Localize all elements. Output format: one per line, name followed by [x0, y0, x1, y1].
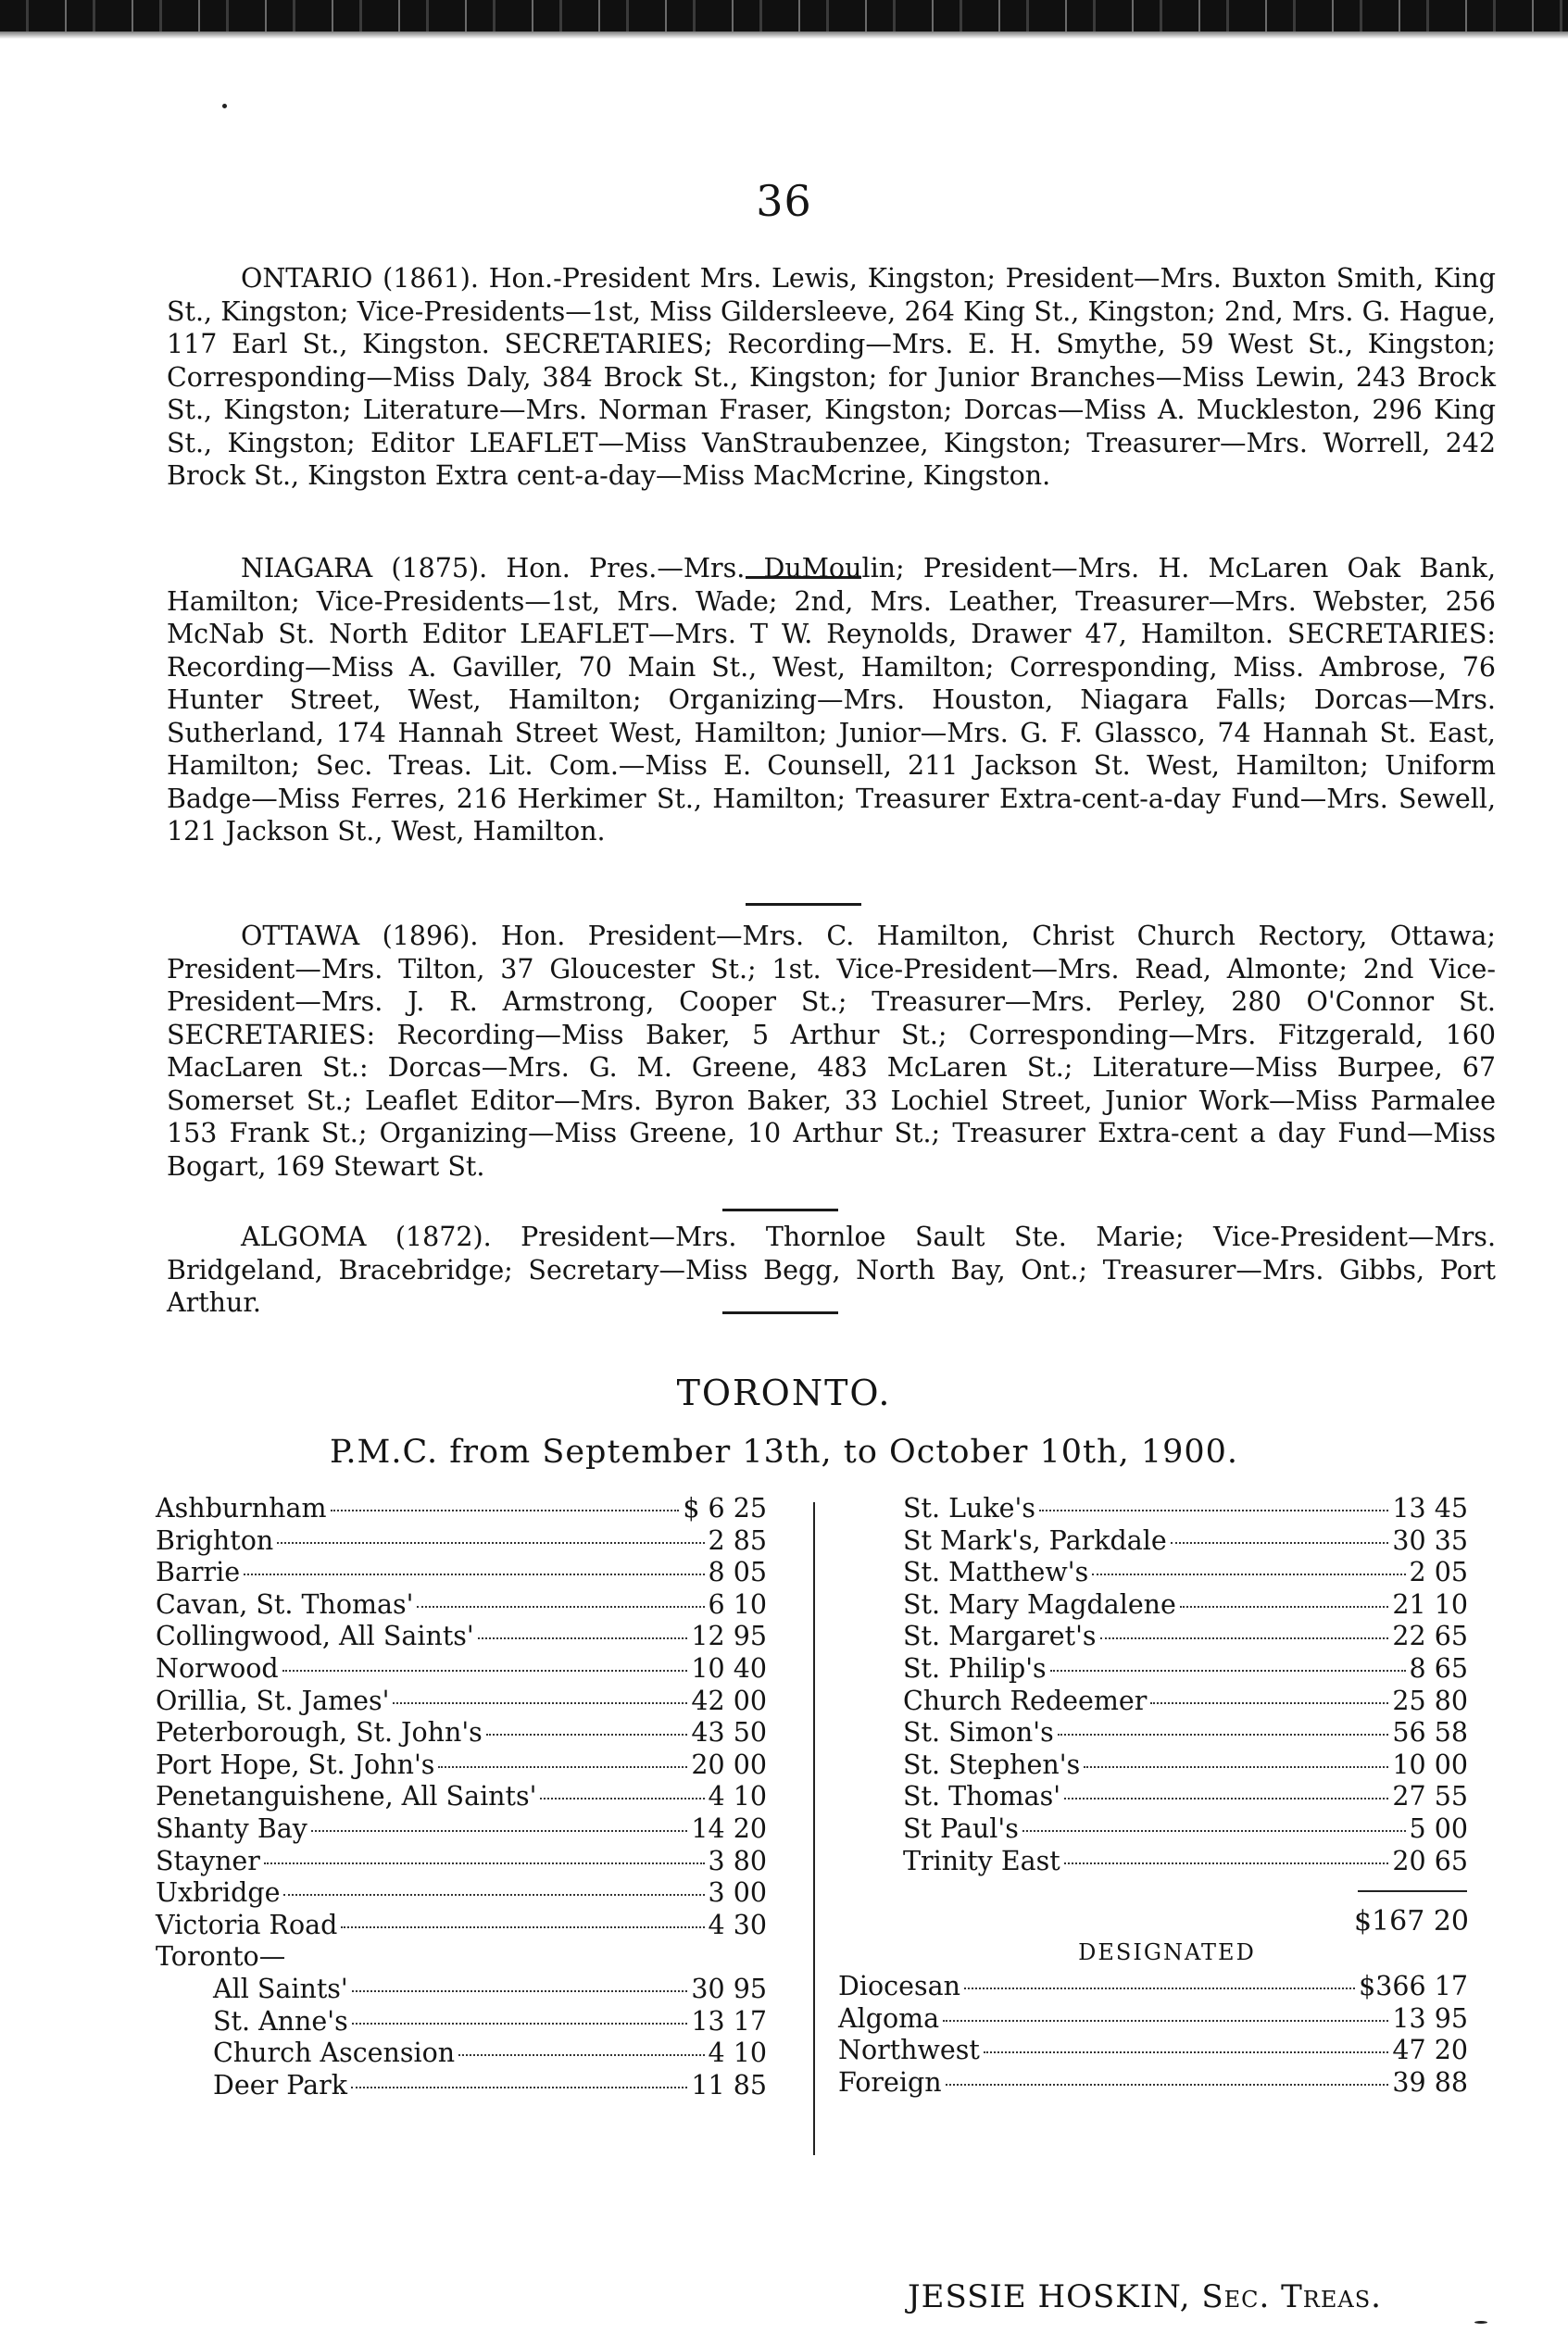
leader-dots [1180, 1606, 1388, 1608]
divider-rule [746, 903, 861, 906]
ledger-name: Uxbridge [156, 1877, 281, 1909]
toronto-heading: TORONTO. [676, 1373, 892, 1413]
ledger-name: Penetanguishene, All Saints' [156, 1781, 537, 1812]
ledger-amount: 27 55 [1392, 1781, 1468, 1812]
leader-dots [277, 1542, 704, 1544]
ledger-name: Peterborough, St. John's [156, 1717, 483, 1749]
ledger-row [838, 2067, 1468, 2100]
leader-dots [1050, 1670, 1406, 1672]
ledger-amount: 30 35 [1392, 1524, 1468, 1556]
ledger-amount: $366 17 [1359, 1971, 1468, 2001]
leader-dots [984, 2051, 1389, 2053]
ledger-name: Deer Park [213, 2069, 348, 2100]
ledger-amount: 11 85 [691, 2069, 767, 2100]
ledger-amount: 20 00 [691, 1749, 767, 1780]
ledger-row [903, 1621, 1468, 1653]
ledger-amount: 42 00 [691, 1685, 767, 1716]
ledger-row [156, 1910, 767, 1942]
ledger-row [903, 1846, 1468, 1878]
leader-dots [341, 1926, 704, 1928]
scan-edge-bar [0, 0, 1568, 31]
ledger-row [903, 1686, 1468, 1718]
ledger-row [156, 1686, 767, 1718]
ledger-row [903, 1557, 1468, 1589]
scan-speck [222, 104, 227, 108]
ledger-name: Foreign [838, 2066, 942, 2098]
ledger-name: Toronto— [156, 1941, 286, 1973]
designated-list [838, 1971, 1468, 2099]
page-number: 36 [756, 176, 812, 226]
leader-dots [244, 1574, 704, 1575]
leader-dots [458, 2054, 704, 2056]
toronto-subheading: P.M.C. from September 13th, to October 10th, 1900. [329, 1434, 1239, 1471]
ledger-amount: 13 45 [1392, 1493, 1468, 1524]
ledger-name: Norwood [156, 1652, 279, 1684]
ledger-name: St. Mary Magdalene [903, 1588, 1176, 1620]
leader-dots [478, 1637, 688, 1639]
leader-dots [331, 1510, 680, 1511]
ledger-row [156, 1525, 767, 1558]
ledger-name: St Paul's [903, 1812, 1019, 1844]
ledger-name: All Saints' [213, 1973, 348, 2004]
ledger-name: St Mark's, Parkdale [903, 1524, 1167, 1556]
ledger-name: Collingwood, All Saints' [156, 1621, 474, 1652]
leader-dots [1084, 1766, 1388, 1768]
ledger-name: Diocesan [838, 1971, 960, 2001]
leader-dots [283, 1894, 704, 1896]
ledger-row [156, 1781, 767, 1813]
ledger-amount: 2 85 [708, 1524, 767, 1556]
section-ontario [167, 262, 1496, 493]
ledger-row [156, 2070, 767, 2102]
ledger-amount: 30 95 [691, 1973, 767, 2004]
ledger-row [903, 1813, 1468, 1846]
ledger-row [156, 1653, 767, 1686]
section-text: NIAGARA (1875). Hon. Pres.—Mrs. DuMoulin; President—Mrs. H. McLaren Oak Bank, Hamilton; Vice-Presidents—1st, Mrs. Wade; 2nd, Mrs. Leather, Treasurer—Mrs. Webster, 256 McNab St. North Editor LEAFLET—Mrs. T W. Reynolds, Drawer 47, Hamilton. SECRETARIES: Recording—Miss A. Gaviller, 70 Main St., West, Hamilton; Corresponding, Miss. Ambrose, 76 Hunter Street, West, Hamilton; Organizing—Mrs. Houston, Niagara Falls; Dorcas—Mrs. Sutherland, 174 Hannah Street West, Hamilton; Junior—Mrs. G. F. Glassco, 74 Hannah St. East, Hamilton; Sec. Treas. Lit. Com.—Miss E. Counsell, 211 Jackson St. West, Hamilton; Uniform Badge—Miss Ferres, 216 Herkimer St., Hamilton; Treasurer Extra-cent-a-day Fund—Mrs. Sewell, 121 Jackson St., West, Hamilton. [167, 553, 1496, 846]
ledger-row [156, 1717, 767, 1749]
ledger-amount: 4 10 [708, 2038, 767, 2069]
ledger-name: St. Luke's [903, 1493, 1035, 1524]
leader-dots [1064, 1862, 1389, 1864]
ledger-name: Church Redeemer [903, 1685, 1148, 1716]
ledger-name: St. Philip's [903, 1652, 1047, 1684]
section-text: ALGOMA (1872). President—Mrs. Thornloe Sault Ste. Marie; Vice-President—Mrs. Bridgeland, Bracebridge; Secretary—Miss Begg, North Bay, Ont.; Treasurer—Mrs. Gibbs, Port Arthur. [167, 1222, 1496, 1318]
ledger-amount: 21 10 [1392, 1588, 1468, 1620]
ledger-row [156, 2038, 767, 2070]
ledger-name: Brighton [156, 1524, 274, 1556]
leader-dots [417, 1606, 704, 1608]
ledger-name: Cavan, St. Thomas' [156, 1588, 414, 1620]
ledger-name: Ashburnham [156, 1493, 327, 1524]
ledger-name: St. Matthew's [903, 1557, 1089, 1588]
ledger-row [838, 2003, 1468, 2036]
ledger-amount: 22 65 [1392, 1621, 1468, 1652]
leader-dots [1171, 1542, 1389, 1544]
leader-dots [540, 1798, 704, 1800]
section-algoma [167, 1221, 1496, 1320]
ledger-row [903, 1781, 1468, 1813]
ledger-row [156, 1846, 767, 1878]
ledger-amount: 13 95 [1392, 2002, 1468, 2034]
ledger-amount: 8 05 [708, 1557, 767, 1588]
section-text: OTTAWA (1896). Hon. President—Mrs. C. Hamilton, Christ Church Rectory, Ottawa; President—Mrs. Tilton, 37 Gloucester St.; 1st. Vice-President—Mrs. Read, Almonte; 2nd Vice-President—Mrs. J. R. Armstrong, Cooper St.; Treasurer—Mrs. Perley, 280 O'Connor St. SECRETARIES: Recording—Miss Baker, 5 Arthur St.; Corresponding—Mrs. Fitzgerald, 160 MacLaren St.: Dorcas—Mrs. G. M. Greene, 483 McLaren St.; Literature—Miss Burpee, 67 Somerset St.; Leaflet Editor—Mrs. Byron Baker, 33 Lochiel Street, Junior Work—Miss Parmalee 153 Frank St.; Organizing—Miss Greene, 10 Arthur St.; Treasurer Extra-cent a day Fund—Miss Bogart, 169 Stewart St. [167, 921, 1496, 1182]
ledger-name: St. Stephen's [903, 1749, 1081, 1780]
ledger-row [838, 2035, 1468, 2067]
ledger-name: Stayner [156, 1845, 260, 1876]
ledger-name: St. Anne's [213, 2005, 348, 2037]
ledger-amount: 12 95 [691, 1621, 767, 1652]
total-amount: $167 20 [1353, 1905, 1469, 1937]
leader-dots [486, 1734, 688, 1736]
ledger-name: Victoria Road [156, 1909, 338, 1940]
ledger-name: Barrie [156, 1557, 241, 1588]
ledger-amount: 47 20 [1392, 2035, 1468, 2066]
leader-dots [351, 2087, 687, 2088]
ledger-row [903, 1493, 1468, 1525]
leader-dots [264, 1862, 705, 1864]
ledger-row [156, 1877, 767, 1910]
leader-dots [352, 1990, 688, 1992]
leader-dots [282, 1670, 688, 1672]
ledger-row [156, 1749, 767, 1782]
leader-dots [1064, 1798, 1388, 1800]
ledger-amount: 39 88 [1392, 2066, 1468, 2098]
designated-heading: DESIGNATED [1078, 1939, 1256, 1965]
ledger-amount: 13 17 [691, 2005, 767, 2037]
ledger-row [156, 1941, 767, 1974]
ledger-row [903, 1749, 1468, 1782]
leader-dots [1058, 1734, 1389, 1736]
ledger-row [156, 1974, 767, 2006]
leader-dots [1022, 1830, 1406, 1832]
section-text: ONTARIO (1861). Hon.-President Mrs. Lewis, Kingston; President—Mrs. Buxton Smith, King St., Kingston; Vice-Presidents—1st, Miss Gildersleeve, 264 King St., Kingston; 2nd, Mrs. G. Hague, 117 Earl St., Kingston. SECRETARIES; Recording—Mrs. E. H. Smythe, 59 West St., Kingston; Corresponding—Miss Daly, 384 Brock St., Kingston; for Junior Branches—Miss Lewin, 243 Brock St., Kingston; Literature—Mrs. Norman Fraser, Kingston; Dorcas—Miss A. Muckleston, 296 King St., Kingston; Editor LEAFLET—Miss VanStraubenzee, Kingston; Treasurer—Mrs. Worrell, 242 Brock St., Kingston Extra cent-a-day—Miss MacMcrine, Kingston. [167, 263, 1496, 491]
leader-dots [393, 1702, 687, 1704]
ledger-name: St. Simon's [903, 1717, 1054, 1749]
section-niagara [167, 552, 1496, 848]
total-rule [1358, 1890, 1467, 1892]
ledger-name: Algoma [838, 2002, 940, 2034]
ledger-row [156, 1589, 767, 1622]
ledger-amount: 3 00 [708, 1877, 767, 1909]
ledger-amount: 25 80 [1392, 1685, 1468, 1716]
ledger-amount: 5 00 [1409, 1812, 1468, 1844]
leader-dots [352, 2023, 688, 2025]
ledger-amount: 56 58 [1392, 1717, 1468, 1749]
leader-dots [1100, 1637, 1389, 1639]
ledger-amount: 2 05 [1409, 1557, 1468, 1588]
leader-dots [1039, 1510, 1388, 1511]
ledger-amount: 20 65 [1392, 1845, 1468, 1876]
leader-dots [943, 2020, 1388, 2022]
ledger-row [156, 1621, 767, 1653]
ledger-amount: 8 65 [1409, 1652, 1468, 1684]
signature: JESSIE HOSKIN, Sec. Treas. [908, 2278, 1382, 2315]
ledger-name: St. Thomas' [903, 1781, 1061, 1812]
ledger-amount: $ 6 25 [683, 1493, 767, 1524]
section-ottawa [167, 920, 1496, 1183]
ledger-amount: 10 40 [691, 1652, 767, 1684]
ledger-row [156, 1493, 767, 1525]
ledger-row [903, 1525, 1468, 1558]
left-column [156, 1493, 767, 2101]
leader-dots [946, 2084, 1389, 2086]
ledger-amount: 4 10 [708, 1781, 767, 1812]
ledger-row [903, 1589, 1468, 1622]
ledger-name: Shanty Bay [156, 1812, 307, 1844]
leader-dots [1150, 1702, 1388, 1704]
scan-edge-shadow [0, 31, 1568, 39]
ledger-row [156, 2006, 767, 2038]
ledger-amount: 14 20 [691, 1812, 767, 1844]
ledger-amount: 3 80 [708, 1845, 767, 1876]
ledger-amount: 43 50 [691, 1717, 767, 1749]
ledger-name: Church Ascension [213, 2038, 456, 2069]
right-column [903, 1493, 1468, 1877]
ledger-name: Northwest [838, 2035, 980, 2066]
leader-dots [311, 1830, 688, 1832]
leader-dots [438, 1766, 687, 1768]
ledger-row [903, 1717, 1468, 1749]
leader-dots [964, 1988, 1355, 1989]
ledger-amount: 4 30 [708, 1909, 767, 1940]
ledger-name: Port Hope, St. John's [156, 1749, 435, 1780]
ledger-row [903, 1653, 1468, 1686]
ledger-amount: 10 00 [1392, 1749, 1468, 1780]
ledger-name: Orillia, St. James' [156, 1685, 390, 1716]
ledger-row [156, 1557, 767, 1589]
divider-rule [722, 1311, 838, 1314]
ledger-row [156, 1813, 767, 1846]
ledger-row [838, 1971, 1468, 2003]
ledger-name: Trinity East [903, 1845, 1060, 1876]
ledger-amount: 6 10 [708, 1588, 767, 1620]
scan-speck [1474, 2321, 1487, 2324]
column-divider [813, 1502, 815, 2155]
leader-dots [1092, 1574, 1405, 1575]
divider-rule [722, 1209, 838, 1211]
ledger-name: St. Margaret's [903, 1621, 1097, 1652]
